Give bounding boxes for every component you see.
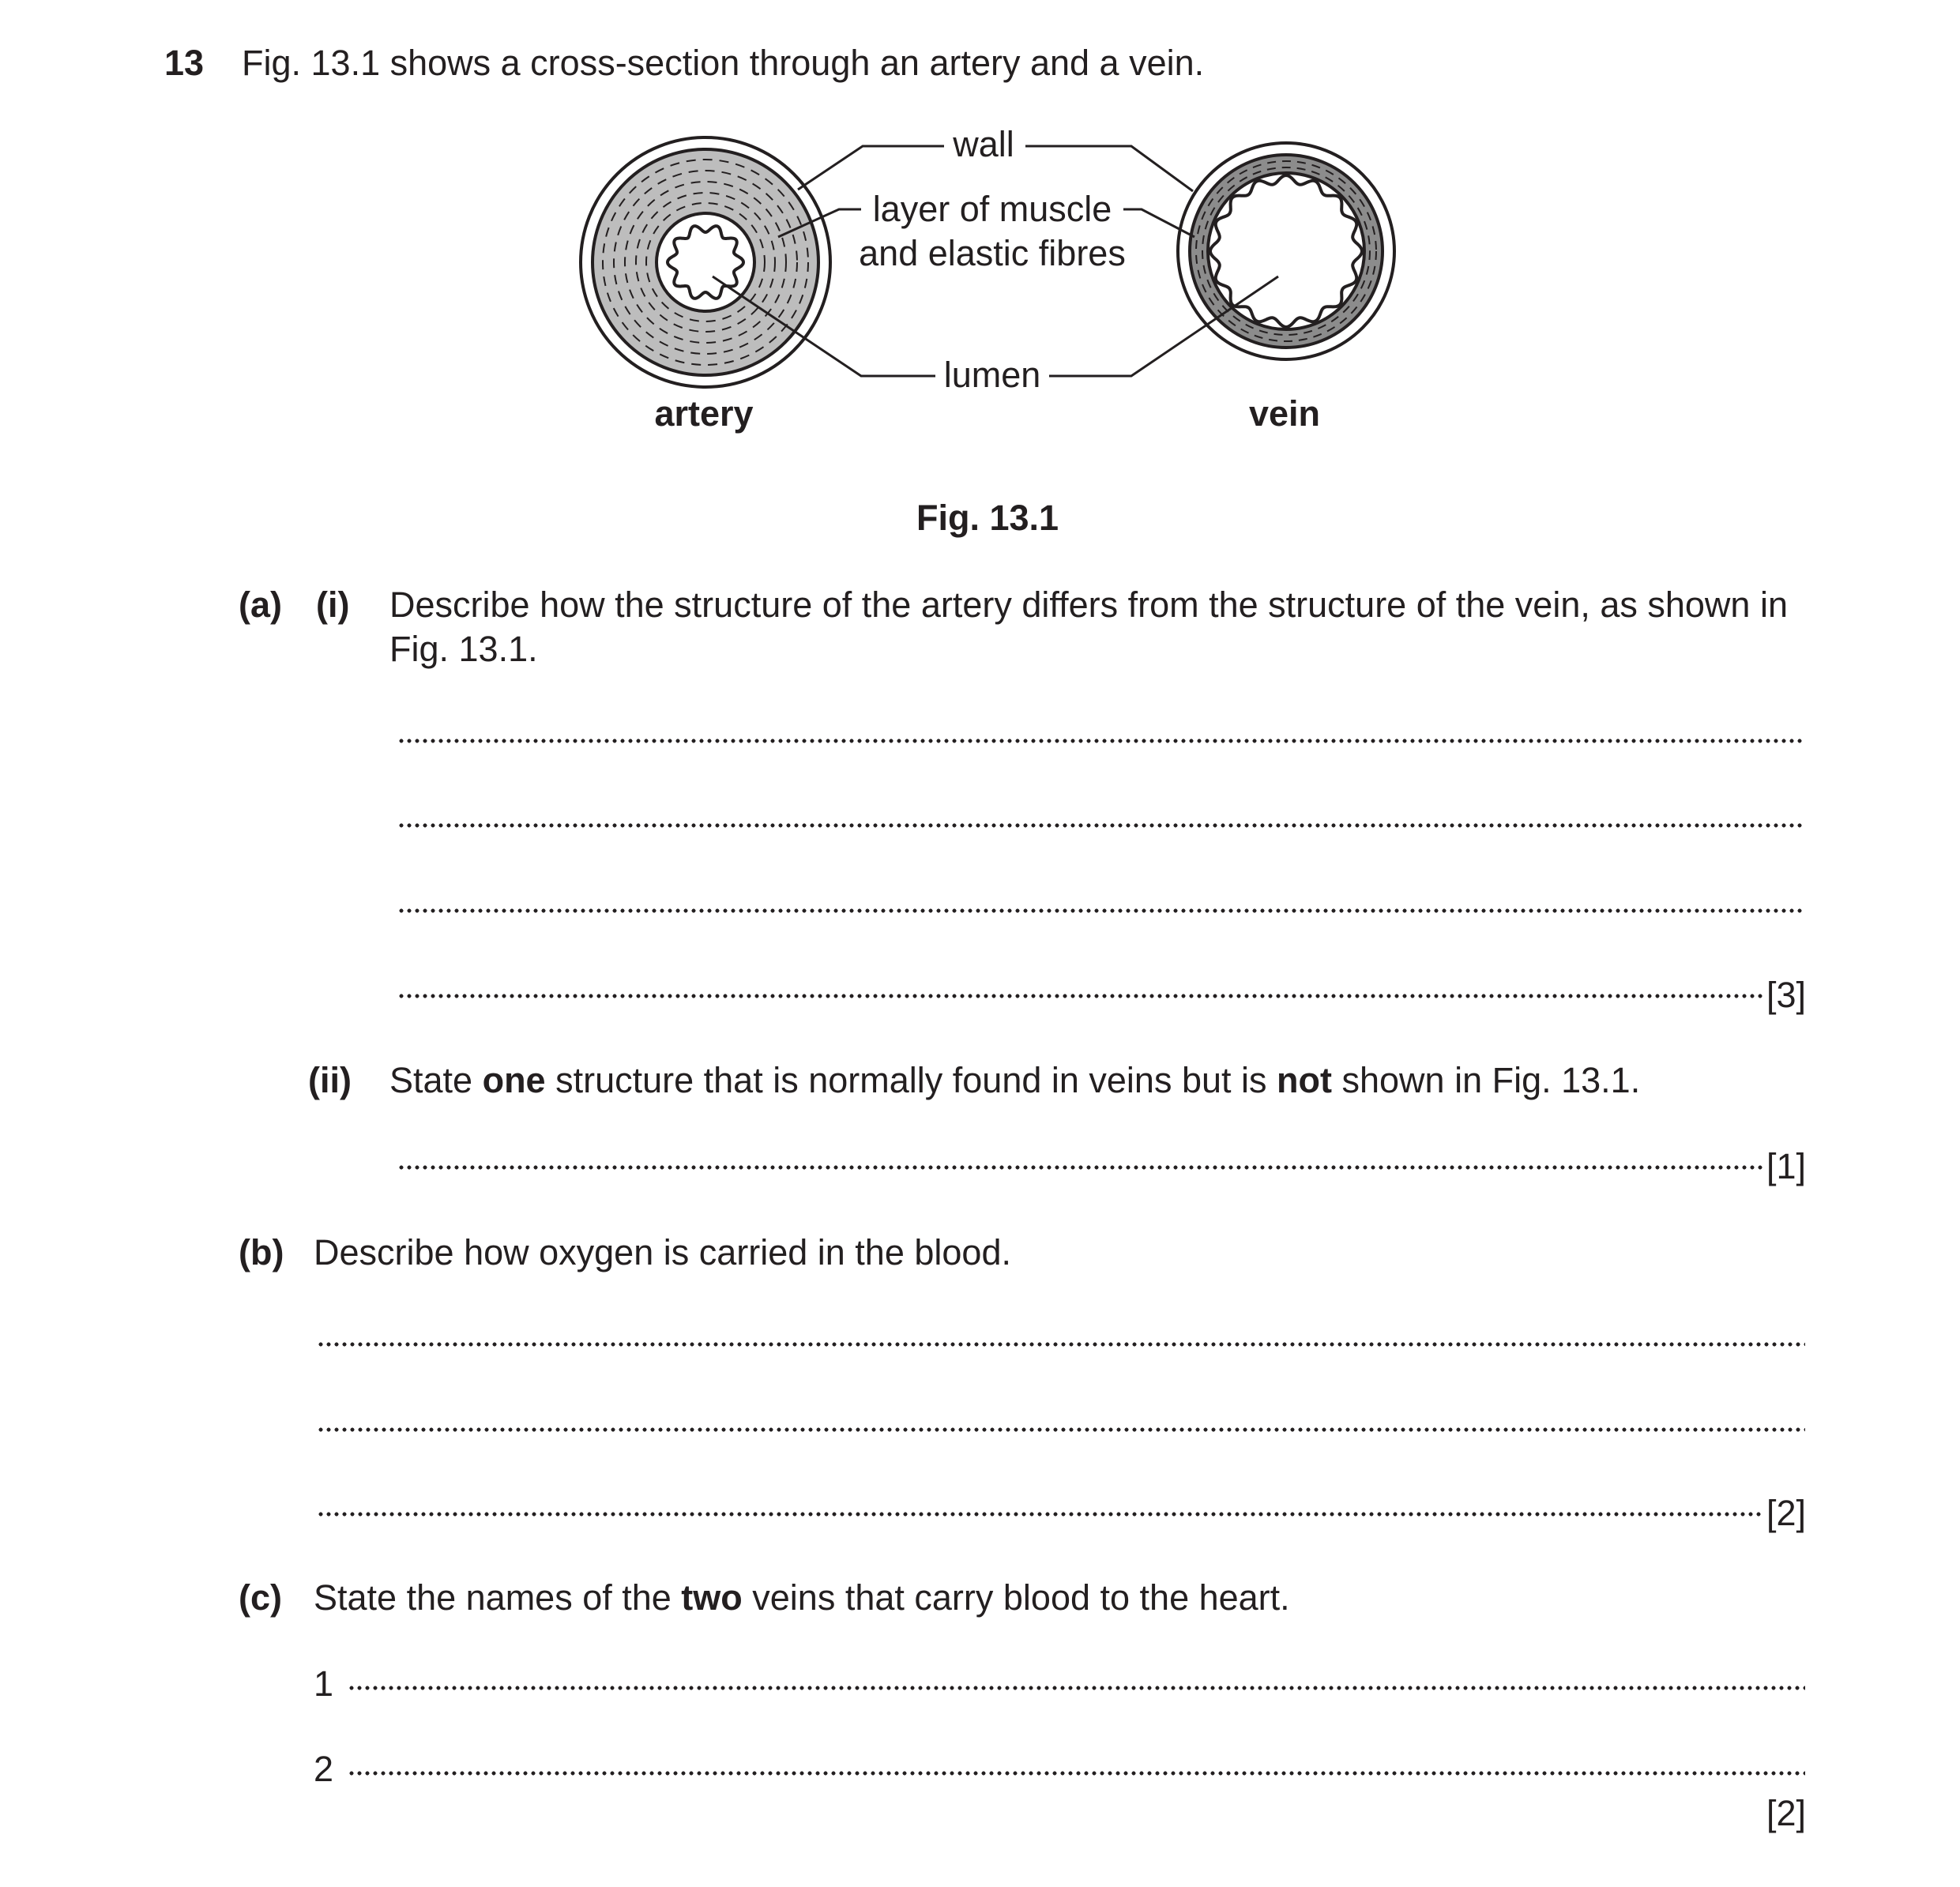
question-number: 13 (164, 43, 205, 83)
vein-diagram (1178, 143, 1394, 359)
answer-line-b-1[interactable] (317, 1340, 1805, 1348)
answer-item-1-number: 1 (314, 1663, 334, 1704)
part-b-label: (b) (239, 1232, 284, 1272)
artery-vein-figure (0, 0, 1960, 553)
part-a-ii-label: (ii) (308, 1060, 352, 1100)
question-intro: Fig. 13.1 shows a cross-section through an artery and a vein. (242, 43, 1205, 83)
marks-b: [2] (1766, 1493, 1807, 1533)
answer-line-c-2[interactable] (348, 1769, 1805, 1777)
figure-caption: Fig. 13.1 (916, 498, 1059, 538)
answer-line-a-i-1[interactable] (397, 737, 1805, 745)
label-muscle-line1: layer of muscle (872, 189, 1112, 229)
label-artery: artery (654, 393, 754, 434)
part-a-i-label: (i) (316, 585, 350, 625)
part-c-text: State the names of the two veins that carry blood to the heart. (314, 1577, 1290, 1618)
wall-leader-artery (798, 146, 944, 190)
wall-leader-vein (1025, 146, 1193, 191)
answer-line-b-2[interactable] (317, 1426, 1805, 1434)
answer-line-c-1[interactable] (348, 1684, 1805, 1692)
answer-line-a-i-2[interactable] (397, 821, 1805, 829)
answer-line-a-i-4[interactable] (397, 992, 1764, 1000)
artery-diagram (581, 137, 830, 387)
part-a-label: (a) (239, 585, 282, 625)
label-vein: vein (1248, 393, 1321, 434)
part-a-i-text-line2: Fig. 13.1. (389, 629, 538, 669)
answer-line-b-3[interactable] (317, 1510, 1764, 1518)
answer-line-a-ii[interactable] (397, 1163, 1764, 1171)
part-c-label: (c) (239, 1577, 282, 1618)
answer-item-2-number: 2 (314, 1749, 334, 1789)
part-a-i-text-line1: Describe how the structure of the artery differs from the structure of the vein, as shown in (389, 585, 1788, 625)
answer-line-a-i-3[interactable] (397, 907, 1805, 915)
label-wall: wall (953, 124, 1014, 164)
marks-c: [2] (1766, 1793, 1807, 1833)
part-b-text: Describe how oxygen is carried in the blood. (314, 1232, 1011, 1272)
label-muscle-line2: and elastic fibres (859, 233, 1126, 273)
marks-a-i: [3] (1766, 975, 1807, 1015)
part-a-ii-text: State one structure that is normally found in veins but is not shown in Fig. 13.1. (389, 1060, 1641, 1100)
label-lumen: lumen (943, 355, 1041, 395)
marks-a-ii: [1] (1766, 1146, 1807, 1186)
